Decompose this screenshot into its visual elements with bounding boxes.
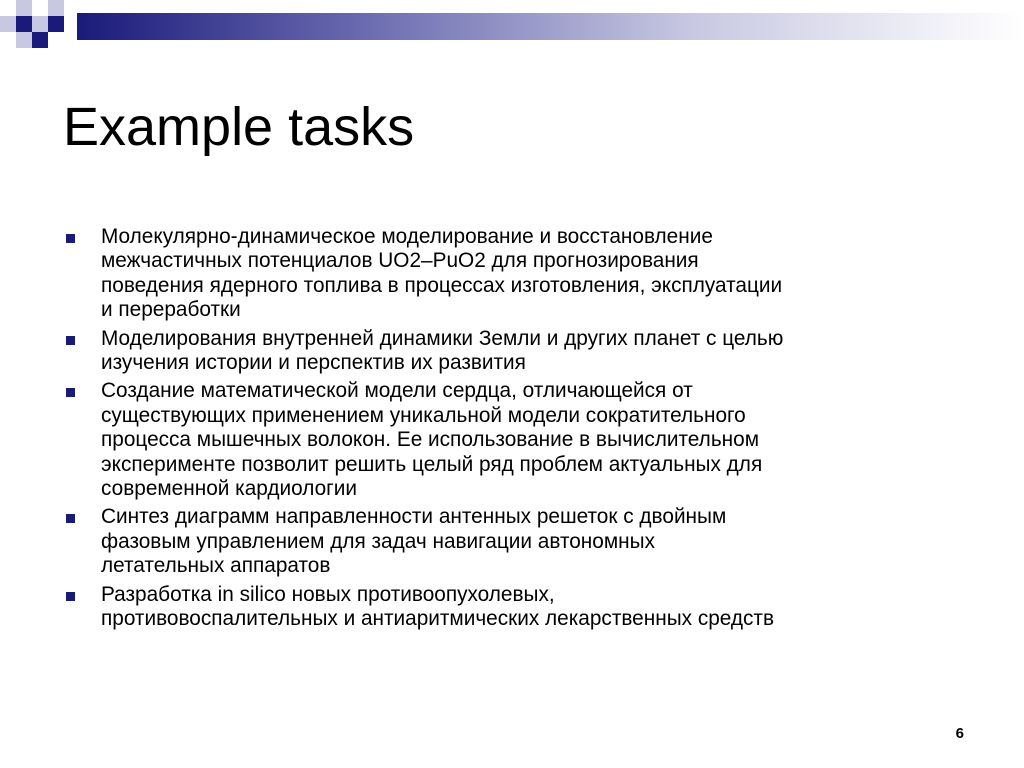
list-item — [62, 225, 962, 323]
list-item — [62, 505, 962, 578]
decor-square — [48, 0, 64, 16]
bullet-list — [62, 225, 962, 636]
square-bullet-icon — [66, 592, 75, 601]
list-item — [62, 583, 962, 632]
square-bullet-icon — [66, 388, 75, 397]
list-item — [62, 327, 962, 376]
decor-square — [32, 32, 48, 48]
decor-square — [32, 16, 48, 32]
decor-square — [48, 16, 64, 32]
bullet-text: Моделирования внутренней динамики Земли и других планет с целью изучения истории и перспектив их развития — [101, 326, 784, 375]
decor-square — [16, 16, 32, 32]
decor-square — [16, 32, 32, 48]
bullet-text: Создание математической модели сердца, отличающейся от существующих применением уникальной модели сократительного процесса мышечных волокон. Ее использование в вычислительном эксперименте позволит решить целый ряд проблем актуальных для современной кардиологии — [101, 379, 763, 501]
decor-square — [16, 0, 32, 16]
bullet-text: Разработка in silico новых противоопухолевых, противовоспалительных и антиаритмических лекарственных средств — [101, 582, 775, 631]
header-decoration — [0, 0, 1024, 48]
decor-square — [32, 0, 48, 16]
bullet-text: Молекулярно-динамическое моделирование и восстановление межчастичных потенциалов UO2–PuO2 для прогнозирования поведения ядерного топлива в процессах изготовления, эксплуатации и переработки — [101, 225, 783, 322]
square-bullet-icon — [66, 514, 75, 523]
page-number: 6 — [955, 725, 964, 742]
header-gradient-bar — [77, 13, 1024, 40]
decor-square — [0, 16, 16, 32]
bullet-text: Синтез диаграмм направленности антенных решеток с двойным фазовым управлением для задач навигации автономных летательных аппаратов — [101, 505, 727, 578]
square-bullet-icon — [66, 234, 75, 243]
slide-title: Example tasks — [63, 97, 415, 157]
decor-square — [0, 0, 16, 16]
square-bullet-icon — [66, 336, 75, 345]
list-item — [62, 379, 962, 501]
